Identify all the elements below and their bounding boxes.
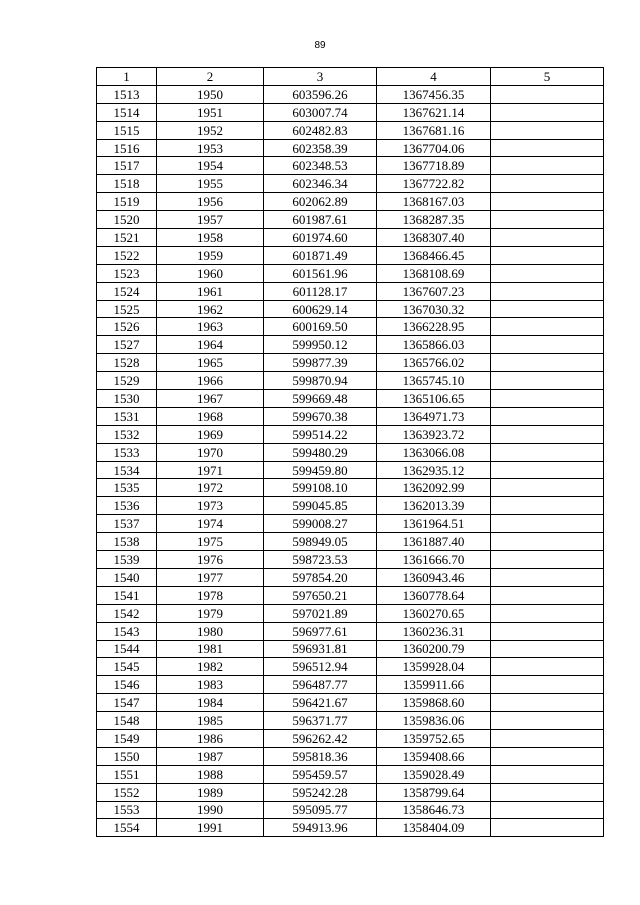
table-cell: 600169.50: [264, 318, 377, 336]
table-cell: [491, 497, 604, 515]
table-cell: 1550: [97, 747, 157, 765]
table-cell: 1528: [97, 354, 157, 372]
table-cell: [491, 229, 604, 247]
table-cell: 1954: [157, 157, 264, 175]
header-cell-1: 1: [97, 68, 157, 86]
table-cell: 1950: [157, 85, 264, 103]
table-cell: 1535: [97, 479, 157, 497]
header-cell-2: 2: [157, 68, 264, 86]
table-cell: 601974.60: [264, 229, 377, 247]
table-cell: 1359911.66: [377, 676, 491, 694]
table-cell: 1990: [157, 801, 264, 819]
table-row: [97, 103, 604, 121]
table-cell: [491, 318, 604, 336]
table-cell: 1365866.03: [377, 336, 491, 354]
table-cell: 1526: [97, 318, 157, 336]
table-cell: [491, 640, 604, 658]
table-cell: 596512.94: [264, 658, 377, 676]
table-cell: [491, 336, 604, 354]
table-cell: 1957: [157, 211, 264, 229]
table-cell: [491, 85, 604, 103]
table-cell: 599480.29: [264, 443, 377, 461]
table-row: [97, 676, 604, 694]
table-cell: 1989: [157, 783, 264, 801]
table-cell: 1974: [157, 515, 264, 533]
table-row: [97, 551, 604, 569]
table-cell: 1367704.06: [377, 139, 491, 157]
table-cell: 596977.61: [264, 622, 377, 640]
table-cell: 599670.38: [264, 407, 377, 425]
table-cell: [491, 765, 604, 783]
table-cell: 1362092.99: [377, 479, 491, 497]
table-cell: 1513: [97, 85, 157, 103]
table-cell: 1539: [97, 551, 157, 569]
table-cell: [491, 658, 604, 676]
table-row: [97, 819, 604, 837]
table-cell: [491, 747, 604, 765]
table-cell: [491, 264, 604, 282]
table-row: [97, 497, 604, 515]
table-cell: 596421.67: [264, 694, 377, 712]
table-cell: 1553: [97, 801, 157, 819]
table-cell: 1365106.65: [377, 390, 491, 408]
table-cell: [491, 139, 604, 157]
table-row: [97, 175, 604, 193]
table-cell: 1367722.82: [377, 175, 491, 193]
table-cell: 1361964.51: [377, 515, 491, 533]
table-cell: 1358799.64: [377, 783, 491, 801]
table-cell: 603596.26: [264, 85, 377, 103]
table-cell: 1368466.45: [377, 246, 491, 264]
table-cell: [491, 568, 604, 586]
table-row: [97, 229, 604, 247]
table-row: [97, 85, 604, 103]
table-cell: 1963: [157, 318, 264, 336]
table-cell: 1545: [97, 658, 157, 676]
table-cell: [491, 533, 604, 551]
table-row: [97, 586, 604, 604]
table-row: [97, 407, 604, 425]
table-cell: 1552: [97, 783, 157, 801]
table-cell: 1532: [97, 425, 157, 443]
table-cell: 599045.85: [264, 497, 377, 515]
table-cell: 1360943.46: [377, 568, 491, 586]
table-cell: [491, 282, 604, 300]
table-cell: 1359408.66: [377, 747, 491, 765]
header-cell-3: 3: [264, 68, 377, 86]
table-cell: 602062.89: [264, 193, 377, 211]
table-cell: [491, 461, 604, 479]
table-cell: 1970: [157, 443, 264, 461]
table-cell: [491, 246, 604, 264]
table-cell: 603007.74: [264, 103, 377, 121]
table-cell: 1986: [157, 729, 264, 747]
table-cell: 599870.94: [264, 372, 377, 390]
table-cell: 1959: [157, 246, 264, 264]
table-row: [97, 443, 604, 461]
table-cell: 1531: [97, 407, 157, 425]
table-cell: [491, 372, 604, 390]
header-row: [97, 68, 604, 86]
table-cell: 1958: [157, 229, 264, 247]
table-cell: 1524: [97, 282, 157, 300]
table-cell: 1953: [157, 139, 264, 157]
table-cell: 1533: [97, 443, 157, 461]
table-cell: 1985: [157, 712, 264, 730]
table-cell: 596487.77: [264, 676, 377, 694]
table-cell: 596262.42: [264, 729, 377, 747]
table-row: [97, 515, 604, 533]
table-row: [97, 640, 604, 658]
table-row: [97, 193, 604, 211]
table-cell: 599459.80: [264, 461, 377, 479]
table-cell: 595095.77: [264, 801, 377, 819]
table-cell: 1955: [157, 175, 264, 193]
table-cell: [491, 443, 604, 461]
table-cell: 1980: [157, 622, 264, 640]
table-cell: 1365766.02: [377, 354, 491, 372]
table-cell: 1951: [157, 103, 264, 121]
table-cell: 1554: [97, 819, 157, 837]
table-cell: 1365745.10: [377, 372, 491, 390]
table-row: [97, 390, 604, 408]
table-cell: 1966: [157, 372, 264, 390]
table-cell: 1361887.40: [377, 533, 491, 551]
table-cell: 599669.48: [264, 390, 377, 408]
table-cell: [491, 390, 604, 408]
table-cell: 1988: [157, 765, 264, 783]
page-number: 89: [314, 40, 326, 51]
table-cell: 1367607.23: [377, 282, 491, 300]
table-cell: 601128.17: [264, 282, 377, 300]
table-cell: 601561.96: [264, 264, 377, 282]
table-cell: 1551: [97, 765, 157, 783]
table-cell: 1360236.31: [377, 622, 491, 640]
table-cell: [491, 211, 604, 229]
table-cell: 1968: [157, 407, 264, 425]
table-row: [97, 264, 604, 282]
table-row: [97, 461, 604, 479]
table-row: [97, 336, 604, 354]
table-body: [97, 85, 604, 836]
table-cell: 1961: [157, 282, 264, 300]
table-cell: 1518: [97, 175, 157, 193]
table-cell: 1983: [157, 676, 264, 694]
table-cell: [491, 157, 604, 175]
table-cell: 1977: [157, 568, 264, 586]
table-cell: 1359928.04: [377, 658, 491, 676]
table-cell: 1519: [97, 193, 157, 211]
table-cell: 1517: [97, 157, 157, 175]
table-cell: 599514.22: [264, 425, 377, 443]
table-cell: 602482.83: [264, 121, 377, 139]
header-cell-4: 4: [377, 68, 491, 86]
table-cell: 1537: [97, 515, 157, 533]
table-row: [97, 157, 604, 175]
table-cell: [491, 300, 604, 318]
table-cell: 1523: [97, 264, 157, 282]
table-row: [97, 658, 604, 676]
table-row: [97, 318, 604, 336]
table-cell: [491, 103, 604, 121]
table-cell: 597854.20: [264, 568, 377, 586]
table-cell: 1984: [157, 694, 264, 712]
table-row: [97, 765, 604, 783]
table-cell: 596371.77: [264, 712, 377, 730]
table-cell: [491, 586, 604, 604]
table-cell: 1981: [157, 640, 264, 658]
table-cell: 1530: [97, 390, 157, 408]
table-cell: 599877.39: [264, 354, 377, 372]
table-cell: [491, 622, 604, 640]
table-cell: 1982: [157, 658, 264, 676]
table-cell: [491, 801, 604, 819]
table-cell: [491, 712, 604, 730]
table-cell: 1521: [97, 229, 157, 247]
table-cell: 598723.53: [264, 551, 377, 569]
table-cell: 1366228.95: [377, 318, 491, 336]
table-cell: 1362013.39: [377, 497, 491, 515]
table-cell: 1548: [97, 712, 157, 730]
table-cell: 1367718.89: [377, 157, 491, 175]
table-cell: 1967: [157, 390, 264, 408]
table-cell: 597021.89: [264, 604, 377, 622]
table-cell: [491, 783, 604, 801]
table-cell: 602346.34: [264, 175, 377, 193]
table-cell: 1975: [157, 533, 264, 551]
table-cell: 1978: [157, 586, 264, 604]
table-cell: 1536: [97, 497, 157, 515]
table-cell: 600629.14: [264, 300, 377, 318]
table-cell: 1368167.03: [377, 193, 491, 211]
table-cell: 601871.49: [264, 246, 377, 264]
table-cell: [491, 407, 604, 425]
table-row: [97, 300, 604, 318]
table-cell: 1971: [157, 461, 264, 479]
table-cell: 1544: [97, 640, 157, 658]
table-cell: 599950.12: [264, 336, 377, 354]
table-row: [97, 533, 604, 551]
table-row: [97, 801, 604, 819]
table-cell: 595459.57: [264, 765, 377, 783]
table-cell: 1367030.32: [377, 300, 491, 318]
table-cell: 1363066.08: [377, 443, 491, 461]
table-cell: [491, 551, 604, 569]
table-cell: 1962: [157, 300, 264, 318]
table-cell: 1960: [157, 264, 264, 282]
table-cell: 1360778.64: [377, 586, 491, 604]
table-cell: 1540: [97, 568, 157, 586]
table-cell: 1543: [97, 622, 157, 640]
table-cell: [491, 193, 604, 211]
table-cell: 595818.36: [264, 747, 377, 765]
table-cell: 1362935.12: [377, 461, 491, 479]
table-cell: 1359836.06: [377, 712, 491, 730]
table-cell: 599008.27: [264, 515, 377, 533]
table-cell: 1522: [97, 246, 157, 264]
table-cell: 1359752.65: [377, 729, 491, 747]
table-cell: 1991: [157, 819, 264, 837]
table-cell: 1359868.60: [377, 694, 491, 712]
table-cell: 1516: [97, 139, 157, 157]
table-cell: 1979: [157, 604, 264, 622]
table-row: [97, 372, 604, 390]
table-cell: [491, 694, 604, 712]
table-row: [97, 354, 604, 372]
table-cell: 601987.61: [264, 211, 377, 229]
table-row: [97, 568, 604, 586]
table-cell: [491, 729, 604, 747]
table-row: [97, 622, 604, 640]
table-cell: 1367456.35: [377, 85, 491, 103]
table-cell: 602348.53: [264, 157, 377, 175]
table-cell: [491, 604, 604, 622]
table-cell: 602358.39: [264, 139, 377, 157]
table-cell: [491, 425, 604, 443]
table-cell: 1359028.49: [377, 765, 491, 783]
table-cell: [491, 676, 604, 694]
table-cell: 1514: [97, 103, 157, 121]
table-cell: 1364971.73: [377, 407, 491, 425]
table-cell: 599108.10: [264, 479, 377, 497]
table-cell: 1367621.14: [377, 103, 491, 121]
table-cell: 1529: [97, 372, 157, 390]
table-cell: 1520: [97, 211, 157, 229]
table-row: [97, 425, 604, 443]
table-cell: 1965: [157, 354, 264, 372]
table-row: [97, 121, 604, 139]
table-cell: 594913.96: [264, 819, 377, 837]
table-cell: 1952: [157, 121, 264, 139]
table-cell: 1527: [97, 336, 157, 354]
table-row: [97, 282, 604, 300]
table-cell: 1515: [97, 121, 157, 139]
table-cell: 1360270.65: [377, 604, 491, 622]
table-cell: [491, 515, 604, 533]
table-row: [97, 604, 604, 622]
table-cell: 1368307.40: [377, 229, 491, 247]
table-cell: 1969: [157, 425, 264, 443]
table-cell: [491, 121, 604, 139]
table-cell: 1368108.69: [377, 264, 491, 282]
table-cell: 1546: [97, 676, 157, 694]
table-row: [97, 479, 604, 497]
table-cell: 1964: [157, 336, 264, 354]
table-header: [97, 68, 604, 86]
table-cell: 1549: [97, 729, 157, 747]
table-cell: [491, 819, 604, 837]
table-cell: 596931.81: [264, 640, 377, 658]
table-row: [97, 747, 604, 765]
table-cell: 598949.05: [264, 533, 377, 551]
table-cell: 1987: [157, 747, 264, 765]
table-cell: 1956: [157, 193, 264, 211]
coordinates-table: [96, 67, 604, 837]
table-cell: 1976: [157, 551, 264, 569]
table-cell: [491, 175, 604, 193]
table-cell: [491, 479, 604, 497]
table-row: [97, 712, 604, 730]
table-row: [97, 139, 604, 157]
table-cell: 1360200.79: [377, 640, 491, 658]
table-cell: 1541: [97, 586, 157, 604]
table-cell: [491, 354, 604, 372]
table-cell: 1534: [97, 461, 157, 479]
table-cell: 1538: [97, 533, 157, 551]
table-cell: 1363923.72: [377, 425, 491, 443]
table-cell: 595242.28: [264, 783, 377, 801]
table-cell: 1525: [97, 300, 157, 318]
table-cell: 1367681.16: [377, 121, 491, 139]
table-row: [97, 246, 604, 264]
table-row: [97, 211, 604, 229]
table-cell: 597650.21: [264, 586, 377, 604]
table-row: [97, 783, 604, 801]
table-cell: 1358646.73: [377, 801, 491, 819]
table-cell: 1368287.35: [377, 211, 491, 229]
table-row: [97, 729, 604, 747]
table-cell: 1973: [157, 497, 264, 515]
header-cell-5: 5: [491, 68, 604, 86]
table-cell: 1542: [97, 604, 157, 622]
table-cell: 1547: [97, 694, 157, 712]
table-cell: 1972: [157, 479, 264, 497]
table-cell: 1361666.70: [377, 551, 491, 569]
table-cell: 1358404.09: [377, 819, 491, 837]
table-row: [97, 694, 604, 712]
